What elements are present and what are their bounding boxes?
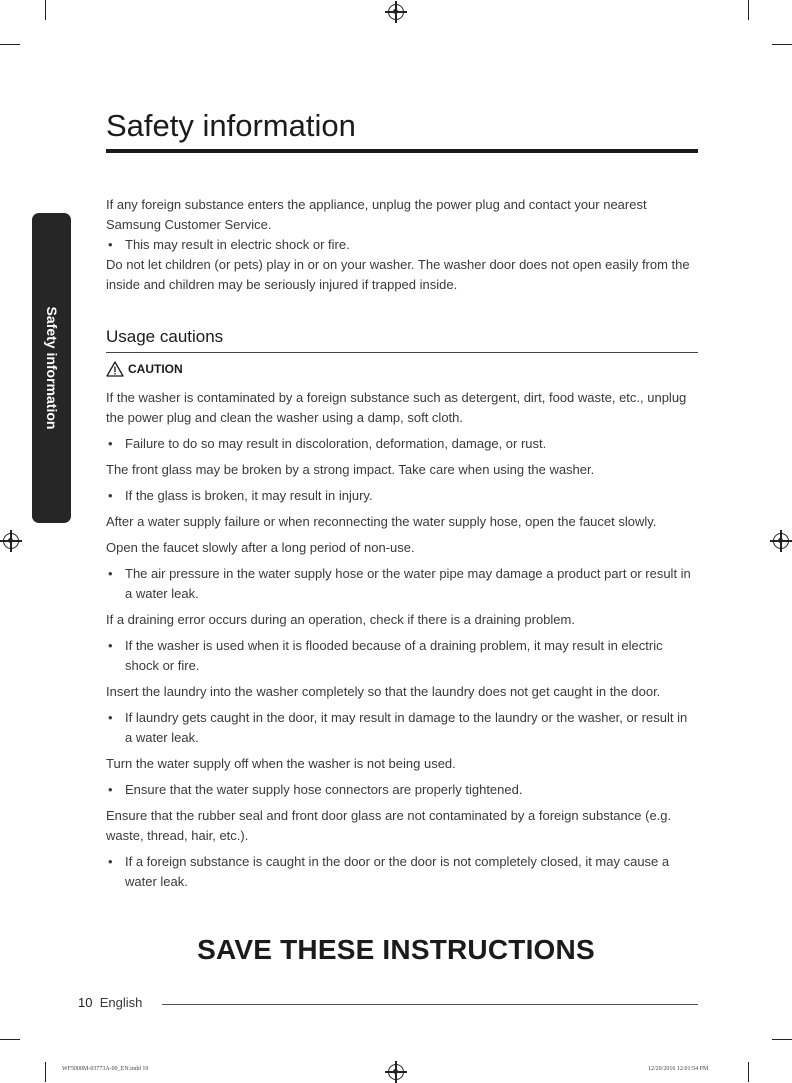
bullet-list [106, 434, 698, 454]
page-footer [78, 995, 142, 1010]
footer-language: English [99, 995, 143, 1010]
side-tab [32, 213, 71, 523]
page-title: Safety information [106, 108, 356, 143]
caution-text: CAUTION [128, 362, 183, 376]
bullet-list [106, 486, 698, 506]
save-instructions-banner: SAVE THESE INSTRUCTIONS [197, 934, 595, 965]
crop-mark [0, 1039, 20, 1040]
intro-block [106, 195, 698, 295]
paragraph: If a draining error occurs during an operation, check if there is a draining problem. [106, 612, 575, 627]
bullet-item: • Failure to do so may result in discoloration, deformation, damage, or rust. [106, 434, 698, 454]
crop-mark [45, 1062, 46, 1082]
registration-mark-icon [773, 533, 789, 549]
page-number: 10 [78, 995, 93, 1010]
bullet-item: • If the washer is used when it is flooded because of a draining problem, it may result in electric shock or fire. [106, 636, 698, 676]
paragraph: If the washer is contaminated by a foreign substance such as detergent, dirt, food waste, etc., unplug the power plug and clean the washer using a damp, soft cloth. [106, 390, 687, 425]
paragraph: Insert the laundry into the washer completely so that the laundry does not get caught in the door. [106, 684, 661, 699]
bullet-item: • This may result in electric shock or fire. [106, 235, 698, 255]
slug-timestamp: 12/20/2016 12:01:54 PM [648, 1066, 709, 1072]
paragraph: If any foreign substance enters the appliance, unplug the power plug and contact your nearest Samsung Customer Service. [106, 197, 647, 232]
crop-mark [0, 44, 20, 45]
bullet-list [106, 708, 698, 748]
bullet-item: • Ensure that the water supply hose connectors are properly tightened. [106, 780, 698, 800]
paragraph: Do not let children (or pets) play in or on your washer. The washer door does not open easily from the inside and children may be seriously injured if trapped inside. [106, 257, 690, 292]
registration-mark-icon [3, 533, 19, 549]
paragraph: Turn the water supply off when the washer is not being used. [106, 756, 456, 771]
crop-mark [748, 1062, 749, 1082]
crop-mark [45, 0, 46, 20]
bullet-list [106, 852, 698, 892]
paragraph: After a water supply failure or when reconnecting the water supply hose, open the faucet slowly. [106, 514, 657, 529]
section-heading: Usage cautions [106, 327, 224, 346]
registration-mark-icon [388, 1064, 404, 1080]
slug-filename: WF5000M-03773A-00_EN.indd 10 [62, 1066, 149, 1072]
bullet-list [106, 780, 698, 800]
registration-mark-icon [388, 4, 404, 20]
section-divider [106, 352, 698, 353]
bullet-list [106, 235, 698, 255]
bullet-item: • The air pressure in the water supply hose or the water pipe may damage a product part or result in a water leak. [106, 564, 698, 604]
crop-mark [772, 44, 792, 45]
paragraph: The front glass may be broken by a strong impact. Take care when using the washer. [106, 462, 595, 477]
cautions-block [106, 388, 698, 898]
caution-label [106, 359, 183, 379]
paragraph: Ensure that the rubber seal and front door glass are not contaminated by a foreign substance (e.g. waste, thread, hair, etc.). [106, 808, 672, 843]
bullet-item: • If laundry gets caught in the door, it may result in damage to the laundry or the washer, or result in a water leak. [106, 708, 698, 748]
warning-triangle-icon [106, 361, 124, 377]
paragraph: Open the faucet slowly after a long period of non-use. [106, 540, 415, 555]
bullet-list [106, 636, 698, 676]
title-divider [106, 149, 698, 153]
bullet-item: • If a foreign substance is caught in the door or the door is not completely closed, it may cause a water leak. [106, 852, 698, 892]
bullet-item: • If the glass is broken, it may result in injury. [106, 486, 698, 506]
crop-mark [772, 1039, 792, 1040]
footer-divider [162, 1004, 698, 1005]
side-tab-label: Safety information [43, 306, 60, 430]
bullet-list [106, 564, 698, 604]
crop-mark [748, 0, 749, 20]
